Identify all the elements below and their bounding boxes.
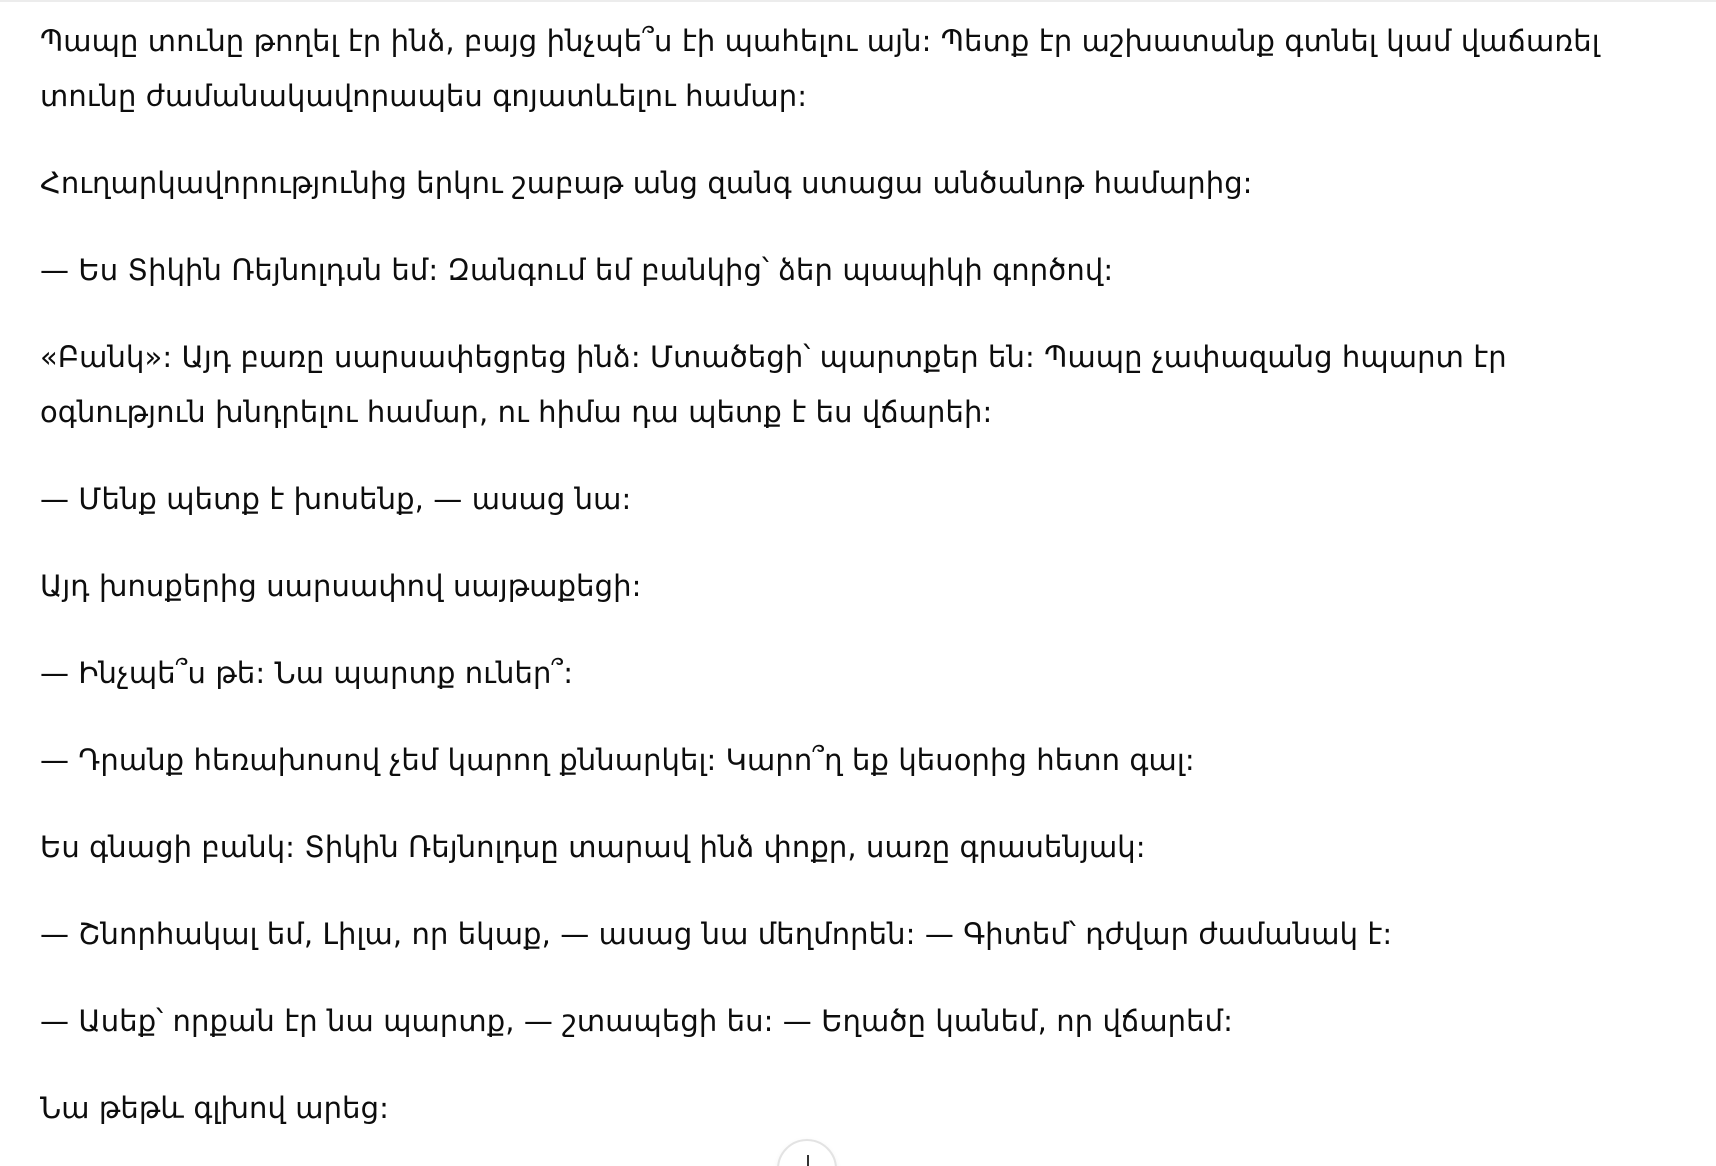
paragraph: Այդ խոսքերից սարսափով սայթաքեցի: xyxy=(40,569,642,603)
arrow-down-icon xyxy=(807,1155,809,1166)
paragraph: — Ինչպե՞ս թե: Նա պարտք ուներ՞: xyxy=(40,656,574,690)
paragraph: — Ես Տիկին Ռեյնոլդսն եմ: Զանգում եմ բանկից՝ ձեր պապիկի գործով: xyxy=(40,253,1114,287)
paragraph: Ես գնացի բանկ: Տիկին Ռեյնոլդսը տարավ ինձ փոքր, սառը գրասենյակ: xyxy=(40,830,1146,864)
top-divider xyxy=(0,0,1716,2)
paragraph: Հուղարկավորությունից երկու շաբաթ անց զանգ ստացա անծանոթ համարից: xyxy=(40,166,1253,200)
paragraph: Պապը տունը թողել էր ինձ, բայց ինչպե՞ս էի պահելու այն: Պետք էր աշխատանք գտնել կամ վաճառել տունը ժամանակավորապես գոյատևելու համար: xyxy=(40,24,1600,113)
paragraph: — Դրանք հեռախոսով չեմ կարող քննարկել: Կարո՞ղ եք կեսօրից հետո գալ: xyxy=(40,743,1195,777)
paragraph: — Մենք պետք է խոսենք, — ասաց նա: xyxy=(40,482,632,516)
paragraph: Նա թեթև գլխով արեց: xyxy=(40,1091,389,1125)
paragraph: — Շնորհակալ եմ, Լիլա, որ եկաք, — ասաց նա մեղմորեն: — Գիտեմ՝ դժվար ժամանակ է: xyxy=(40,917,1393,951)
paragraph: «Բանկ»: Այդ բառը սարսափեցրեց ինձ: Մտածեցի՝ պարտքեր են: Պապը չափազանց հպարտ էր օգնություն խնդրելու համար, ու հիմա դա պետք է ես վճարեի: xyxy=(40,340,1507,429)
paragraph: — Ասեք՝ որքան էր նա պարտք, — շտապեցի ես: — Եղածը կանեմ, որ վճարեմ: xyxy=(40,1004,1233,1038)
story-text xyxy=(40,14,1640,1166)
